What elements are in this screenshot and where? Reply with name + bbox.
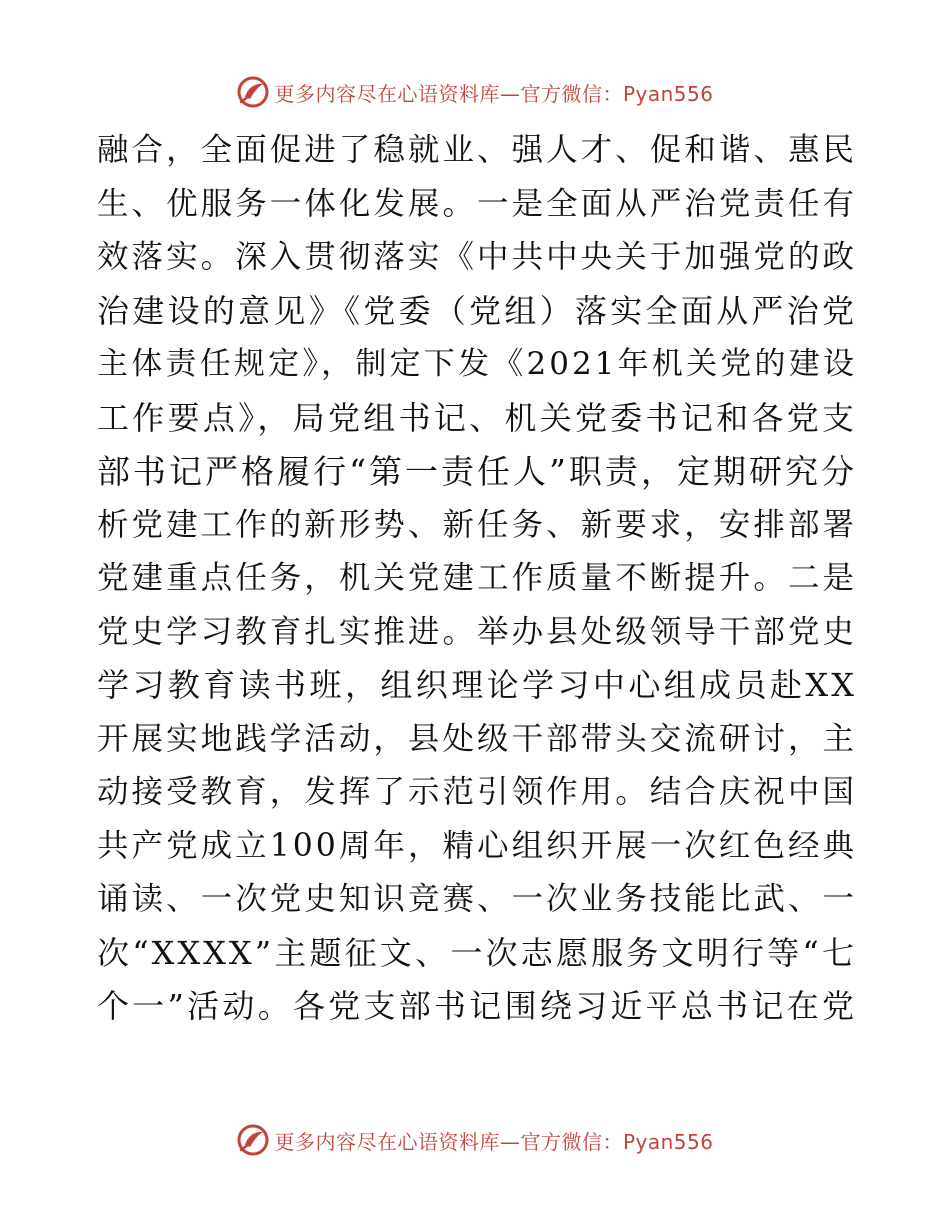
footer-banner-text: 更多内容尽在心语资料库—官方微信：Pyan556: [274, 1129, 714, 1154]
footer-banner: [0, 1120, 950, 1160]
header-banner: [0, 72, 950, 112]
body-line: 党建重点任务，机关党建工作质量不断提升。二是: [97, 560, 857, 596]
body-line: 融合，全面促进了稳就业、强人才、促和谐、惠民: [97, 132, 857, 168]
body-line: 党史学习教育扎实推进。举办县处级领导干部党史: [97, 613, 857, 650]
body-line: 析党建工作的新形势、新任务、新要求，安排部署: [97, 506, 857, 543]
body-line: 学习教育读书班，组织理论学习中心组成员赴XX: [97, 666, 857, 704]
body-line: 生、优服务一体化发展。一是全面从严治党责任有: [97, 185, 857, 222]
body-line: 动接受教育，发挥了示范引领作用。结合庆祝中国: [97, 774, 857, 810]
body-line: 开展实地践学活动，县处级干部带头交流研讨，主: [97, 720, 857, 757]
seal-logo-icon: [236, 75, 270, 109]
seal-logo-icon: [236, 1123, 270, 1157]
body-line: 诵读、一次党史知识竞赛、一次业务技能比武、一: [97, 881, 857, 917]
body-line: 部书记严格履行“第一责任人”职责，定期研究分: [97, 452, 857, 491]
body-line: 个一”活动。各党支部书记围绕习近平总书记在党: [97, 987, 857, 1025]
document-body: [97, 124, 857, 1034]
body-line: 主体责任规定》，制定下发《2021年机关党的建设: [97, 346, 857, 382]
body-line: 共产党成立100周年，精心组织开展一次红色经典: [97, 827, 857, 864]
body-line: 治建设的意见》《党委（党组）落实全面从严治党: [97, 291, 857, 330]
body-line: 次“XXXX”主题征文、一次志愿服务文明行等“七: [97, 933, 857, 972]
body-line: 工作要点》，局党组书记、机关党委书记和各党支: [97, 398, 857, 437]
header-banner-text: 更多内容尽在心语资料库—官方微信：Pyan556: [274, 81, 714, 106]
body-line: 效落实。深入贯彻落实《中共中央关于加强党的政: [97, 239, 857, 275]
